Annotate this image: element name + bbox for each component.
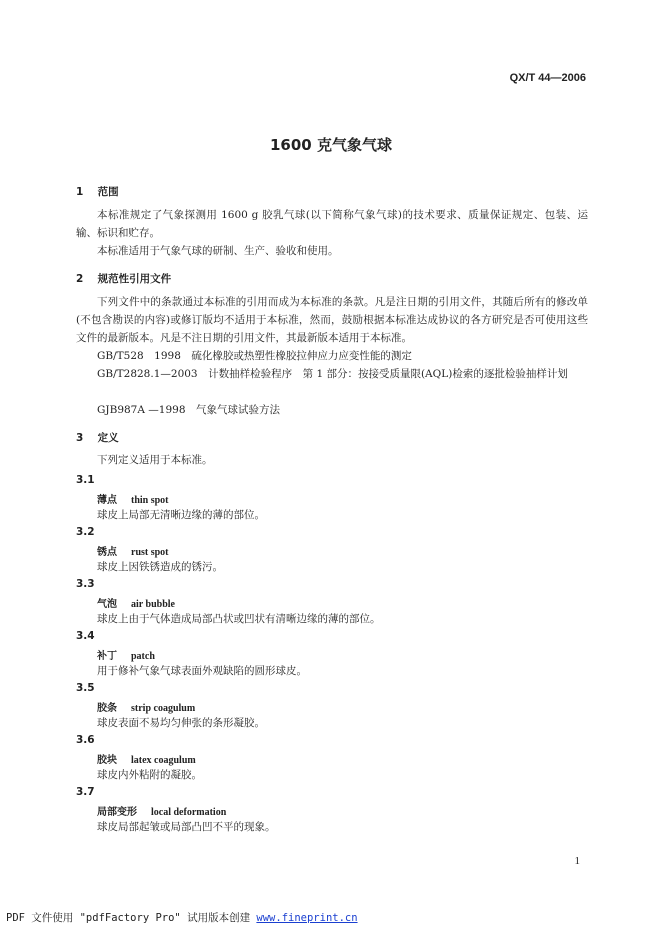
document-title: 1600 克气象气球 (270, 136, 392, 154)
reference-gb-t528: GB/T528 1998 硫化橡胶或热塑性橡胶拉伸应力应变性能的测定 (97, 350, 412, 362)
term-definition: 球皮上由于气体造成局部凸状或凹状有清晰边缘的薄的部位。 (97, 613, 381, 625)
page-number: 1 (574, 855, 580, 867)
term-number: 3.4 (76, 630, 95, 642)
term-english: local deformation (151, 807, 227, 818)
term-english: latex coagulum (131, 755, 196, 766)
term-english: rust spot (131, 547, 169, 558)
term-number: 3.3 (76, 578, 95, 590)
term-name (97, 543, 169, 558)
term-name (97, 751, 196, 766)
term-definition: 球皮上因铁锈造成的锈污。 (97, 561, 223, 573)
term-name (97, 491, 169, 506)
term-name (97, 699, 195, 714)
term-definition: 球皮表面不易均匀伸张的条形凝胶。 (97, 717, 265, 729)
term-chinese: 胶条 (97, 703, 117, 714)
term-english: air bubble (131, 599, 175, 610)
section-title: 范围 (97, 186, 119, 198)
section-2-paragraph-1: 下列文件中的条款通过本标准的引用而成为本标准的条款。凡是注日期的引用文件，其随后所有的修改单(不包含勘误的内容)或修订版均不适用于本标准，然而，鼓励根据本标准达成协议的各方研究是否可使用这些文件的最新版本。凡是不注日期的引用文件，其最新版本适用于本标准。 (76, 296, 588, 344)
term-chinese: 薄点 (97, 495, 117, 506)
section-number: 3 (76, 432, 84, 444)
term-name (97, 803, 226, 818)
term-number: 3.2 (76, 526, 95, 538)
pdf-footer-watermark (6, 910, 358, 925)
term-number: 3.7 (76, 786, 95, 798)
section-1-heading (76, 184, 119, 199)
section-2-heading (76, 271, 171, 286)
reference-gb-t2828: GB/T2828.1—2003 计数抽样检验程序 第 1 部分：按接受质量限(AQL)检索的逐批检验抽样计划 (97, 368, 568, 380)
section-title: 定义 (97, 432, 119, 444)
term-definition: 球皮上局部无清晰边缘的薄的部位。 (97, 509, 265, 521)
term-chinese: 锈点 (97, 547, 117, 558)
term-chinese: 胶块 (97, 755, 117, 766)
term-chinese: 气泡 (97, 599, 117, 610)
term-english: thin spot (131, 495, 169, 506)
term-definition: 球皮内外粘附的凝胶。 (97, 769, 202, 781)
term-definition: 用于修补气象气球表面外观缺陷的圆形球皮。 (97, 665, 307, 677)
footer-link[interactable]: www.fineprint.cn (256, 912, 358, 924)
term-number: 3.5 (76, 682, 95, 694)
term-definition: 球皮局部起皱或局部凸凹不平的现象。 (97, 821, 276, 833)
term-name (97, 647, 155, 662)
term-english: patch (131, 651, 155, 662)
term-number: 3.1 (76, 474, 95, 486)
term-number: 3.6 (76, 734, 95, 746)
section-1-paragraph-1: 本标准规定了气象探测用 1600 g 胶乳气球(以下简称气象气球)的技术要求、质量保证规定、包装、运输、标识和贮存。 (76, 209, 588, 239)
section-3-heading (76, 430, 119, 445)
section-3-intro: 下列定义适用于本标准。 (97, 454, 213, 466)
footer-text: PDF 文件使用 "pdfFactory Pro" 试用版本创建 (6, 912, 257, 924)
section-number: 1 (76, 186, 84, 198)
section-title: 规范性引用文件 (97, 273, 172, 285)
term-chinese: 局部变形 (97, 807, 137, 818)
reference-gjb987a: GJB987A —1998 气象气球试验方法 (97, 404, 280, 416)
term-name (97, 595, 175, 610)
term-chinese: 补丁 (97, 651, 117, 662)
section-1-paragraph-2: 本标准适用于气象气球的研制、生产、验收和使用。 (97, 245, 339, 257)
term-english: strip coagulum (131, 703, 196, 714)
standard-code: QX/T 44—2006 (509, 72, 586, 84)
section-number: 2 (76, 273, 84, 285)
